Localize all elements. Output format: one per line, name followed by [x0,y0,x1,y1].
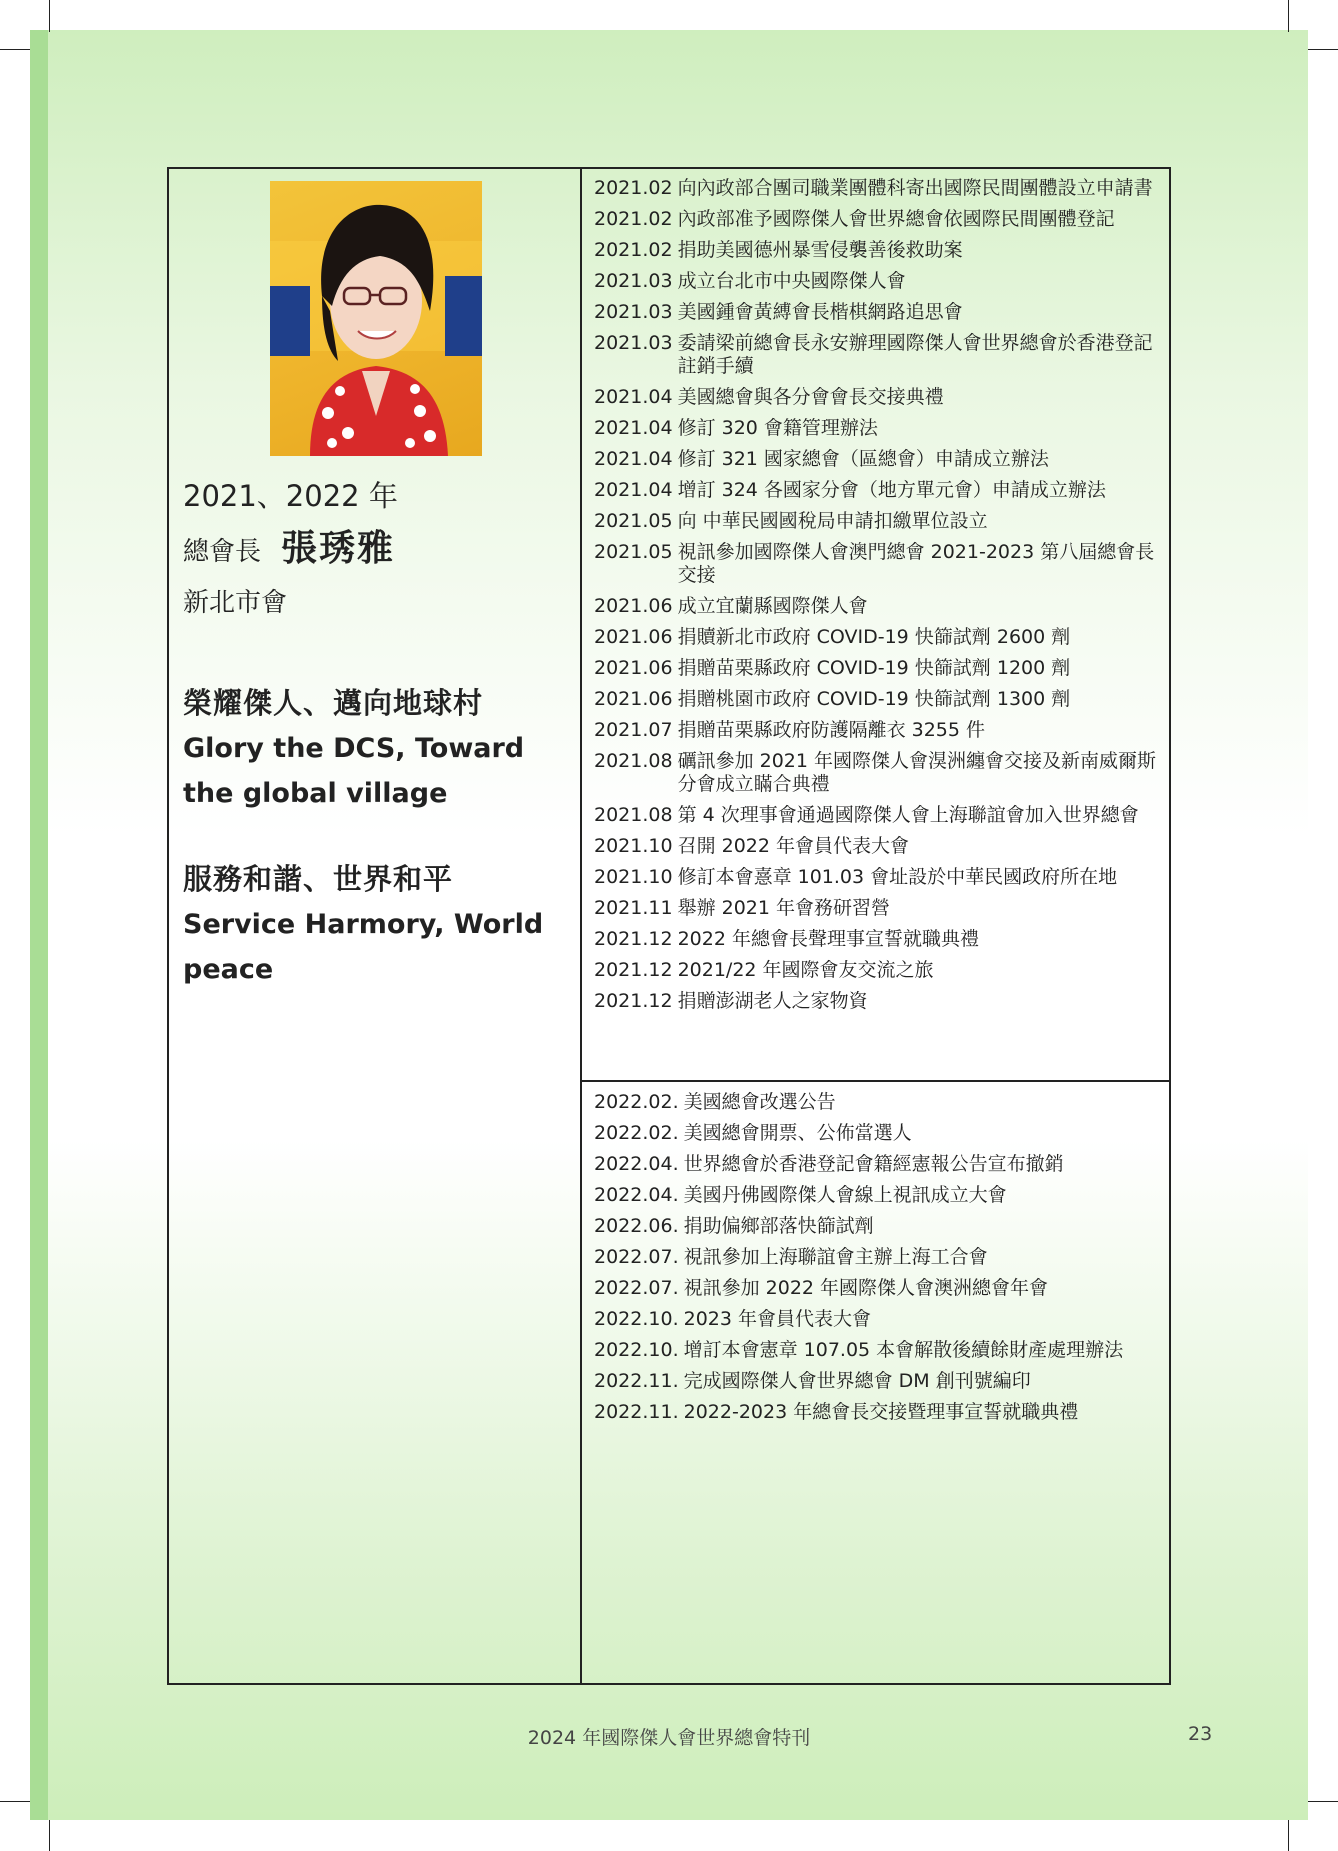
event-text: 視訊參加上海聯誼會主辦上海工合會 [683,1246,988,1268]
event-item [594,835,1164,858]
event-date: 2021.10 [594,835,673,857]
year-divider [582,1080,1171,1082]
event-text: 視訊參加 2022 年國際傑人會澳洲總會年會 [683,1277,1049,1299]
motto-english: Service Harmory, World peace [183,909,544,985]
page-edge-strip [30,30,48,1820]
event-text: 捐贈桃園市政府 COVID-19 快篩試劑 1300 劑 [677,688,1071,710]
event-item [594,1122,1164,1145]
event-date: 2021.12 [594,928,673,950]
event-item [594,177,1164,200]
event-item [594,595,1164,618]
events-list-2022 [594,1091,1164,1432]
event-text: 增訂 324 各國家分會（地方單元會）申請成立辦法 [677,479,1106,501]
event-text: 礪訊參加 2021 年國際傑人會湨洲纏會交接及新南威爾斯分會成立瞞合典禮 [677,750,1157,795]
event-text: 捐贈苗栗縣政府防護隔離衣 3255 件 [677,719,986,741]
event-date: 2021.03 [594,270,673,292]
event-item [594,897,1164,920]
event-date: 2022.06. [594,1215,679,1237]
event-item [594,1339,1164,1362]
crop-mark [49,0,50,32]
event-text: 捐助偏鄉部落快篩試劑 [683,1215,874,1237]
event-date: 2021.12 [594,959,673,981]
event-date: 2021.02 [594,239,673,261]
event-item [594,1370,1164,1393]
event-date: 2021.05 [594,541,673,563]
event-date: 2021.06 [594,595,673,617]
event-item [594,332,1164,378]
chapter-name: 新北市會 [183,588,288,618]
event-text: 美國總會開票、公佈當選人 [683,1122,912,1144]
event-date: 2021.02 [594,177,673,199]
event-item [594,1091,1164,1114]
event-text: 完成國際傑人會世界總會 DM 創刊號編印 [683,1370,1031,1392]
event-text: 捐贈澎湖老人之家物資 [677,990,868,1012]
event-item [594,1308,1164,1331]
event-text: 視訊參加國際傑人會澳門總會 2021-2023 第八屆總會長交接 [677,541,1155,586]
event-text: 美國鍾會黃縛會長楷棋網路追思會 [677,301,963,323]
event-text: 修訂 321 國家總會（區總會）申請成立辦法 [677,448,1049,470]
crop-mark [0,49,30,50]
event-text: 舉辦 2021 年會務研習營 [677,897,891,919]
event-item [594,239,1164,262]
event-date: 2022.07. [594,1277,679,1299]
president-name: 張琇雅 [281,528,396,569]
event-date: 2022.04. [594,1153,679,1175]
event-text: 修訂本會憙章 101.03 會址設於中華民國政府所在地 [677,866,1118,888]
event-text: 美國總會與各分會會長交接典禮 [677,386,944,408]
event-text: 增訂本會憲章 107.05 本會解散後續餘財產處理辦法 [683,1339,1124,1361]
crop-mark [1288,0,1289,32]
event-item [594,750,1164,796]
column-divider [580,169,582,1683]
event-item [594,1277,1164,1300]
event-date: 2021.08 [594,750,673,772]
motto-english: Glory the DCS, Toward the global village [183,733,525,809]
event-date: 2021.02 [594,208,673,230]
event-date: 2021.07 [594,719,673,741]
motto-chinese: 榮耀傑人、邁向地球村 [183,686,484,720]
event-item [594,866,1164,889]
event-item [594,1401,1164,1424]
portrait-illustration [270,181,482,456]
event-text: 修訂 320 會籍管理辦法 [677,417,878,439]
events-list-2021 [594,177,1164,1021]
event-item [594,1215,1164,1238]
event-date: 2021.04 [594,448,673,470]
event-date: 2021.12 [594,990,673,1012]
role-label: 總會長 [183,537,262,567]
event-item [594,479,1164,502]
crop-mark [0,1801,30,1802]
event-text: 內政部准予國際傑人會世界總會依國際民間團體登記 [677,208,1115,230]
crop-mark [49,1820,50,1851]
event-text: 捐贈苗栗縣政府 COVID-19 快篩試劑 1200 劑 [677,657,1071,679]
event-item [594,541,1164,587]
portrait-photo [270,181,482,456]
event-date: 2021.04 [594,417,673,439]
event-date: 2021.06 [594,657,673,679]
event-date: 2022.10. [594,1339,679,1361]
event-item [594,1153,1164,1176]
event-date: 2022.07. [594,1246,679,1268]
event-text: 向 中華民國國稅局申請扣繳單位設立 [677,510,988,532]
footer-title: 2024 年國際傑人會世界總會特刊 [527,1727,811,1749]
crop-mark [1308,49,1338,50]
event-item [594,990,1164,1013]
event-text: 向內政部合團司職業團體科寄出國際民間團體設立申請書 [677,177,1153,199]
event-text: 2022-2023 年總會長交接暨理事宣誓就職典禮 [683,1401,1079,1423]
event-date: 2021.04 [594,386,673,408]
event-item [594,688,1164,711]
event-item [594,928,1164,951]
event-text: 2021/22 年國際會友交流之旅 [677,959,934,981]
event-date: 2022.10. [594,1308,679,1330]
term-years: 2021、2022 年 [183,479,398,513]
event-date: 2021.03 [594,332,673,354]
event-date: 2022.11. [594,1401,679,1423]
event-date: 2021.11 [594,897,673,919]
event-text: 捐助美國德州暴雪侵襲善後救助案 [677,239,963,261]
event-date: 2022.02. [594,1122,679,1144]
event-text: 第 4 次理事會通過國際傑人會上海聯誼會加入世界總會 [677,804,1139,826]
event-date: 2022.11. [594,1370,679,1392]
event-text: 成立宜蘭縣國際傑人會 [677,595,868,617]
event-date: 2021.03 [594,301,673,323]
event-date: 2021.06 [594,626,673,648]
event-text: 召開 2022 年會員代表大會 [677,835,910,857]
event-date: 2022.04. [594,1184,679,1206]
profile-table [167,167,1171,1685]
event-text: 美國總會改選公告 [683,1091,836,1113]
event-item [594,386,1164,409]
event-item [594,804,1164,827]
event-text: 2023 年會員代表大會 [683,1308,872,1330]
event-item [594,657,1164,680]
event-item [594,208,1164,231]
event-item [594,959,1164,982]
event-text: 美國丹佛國際傑人會線上視訊成立大會 [683,1184,1007,1206]
event-date: 2021.06 [594,688,673,710]
event-text: 成立台北市中央國際傑人會 [677,270,906,292]
event-item [594,270,1164,293]
event-date: 2022.02. [594,1091,679,1113]
profile-info [183,474,573,992]
event-text: 2022 年總會長聲理事宣誓就職典禮 [677,928,979,950]
event-item [594,301,1164,324]
event-date: 2021.08 [594,804,673,826]
event-date: 2021.05 [594,510,673,532]
event-text: 捐贖新北市政府 COVID-19 快篩試劑 2600 劑 [677,626,1071,648]
crop-mark [1288,1820,1289,1851]
event-date: 2021.04 [594,479,673,501]
event-item [594,417,1164,440]
event-text: 世界總會於香港登記會籍經憲報公告宣布撤銷 [683,1153,1064,1175]
motto-block [183,680,573,816]
page-number: 23 [1188,1723,1213,1745]
event-item [594,1184,1164,1207]
president-title [183,524,573,580]
event-item [594,448,1164,471]
event-item [594,510,1164,533]
crop-mark [1308,1801,1338,1802]
motto-block [183,856,573,992]
event-item [594,719,1164,742]
motto-chinese: 服務和諧、世界和平 [183,862,454,896]
event-item [594,626,1164,649]
event-item [594,1246,1164,1269]
event-text: 委請梁前總會長永安辦理國際傑人會世界總會於香港登記註銷手續 [677,332,1153,377]
event-date: 2021.10 [594,866,673,888]
